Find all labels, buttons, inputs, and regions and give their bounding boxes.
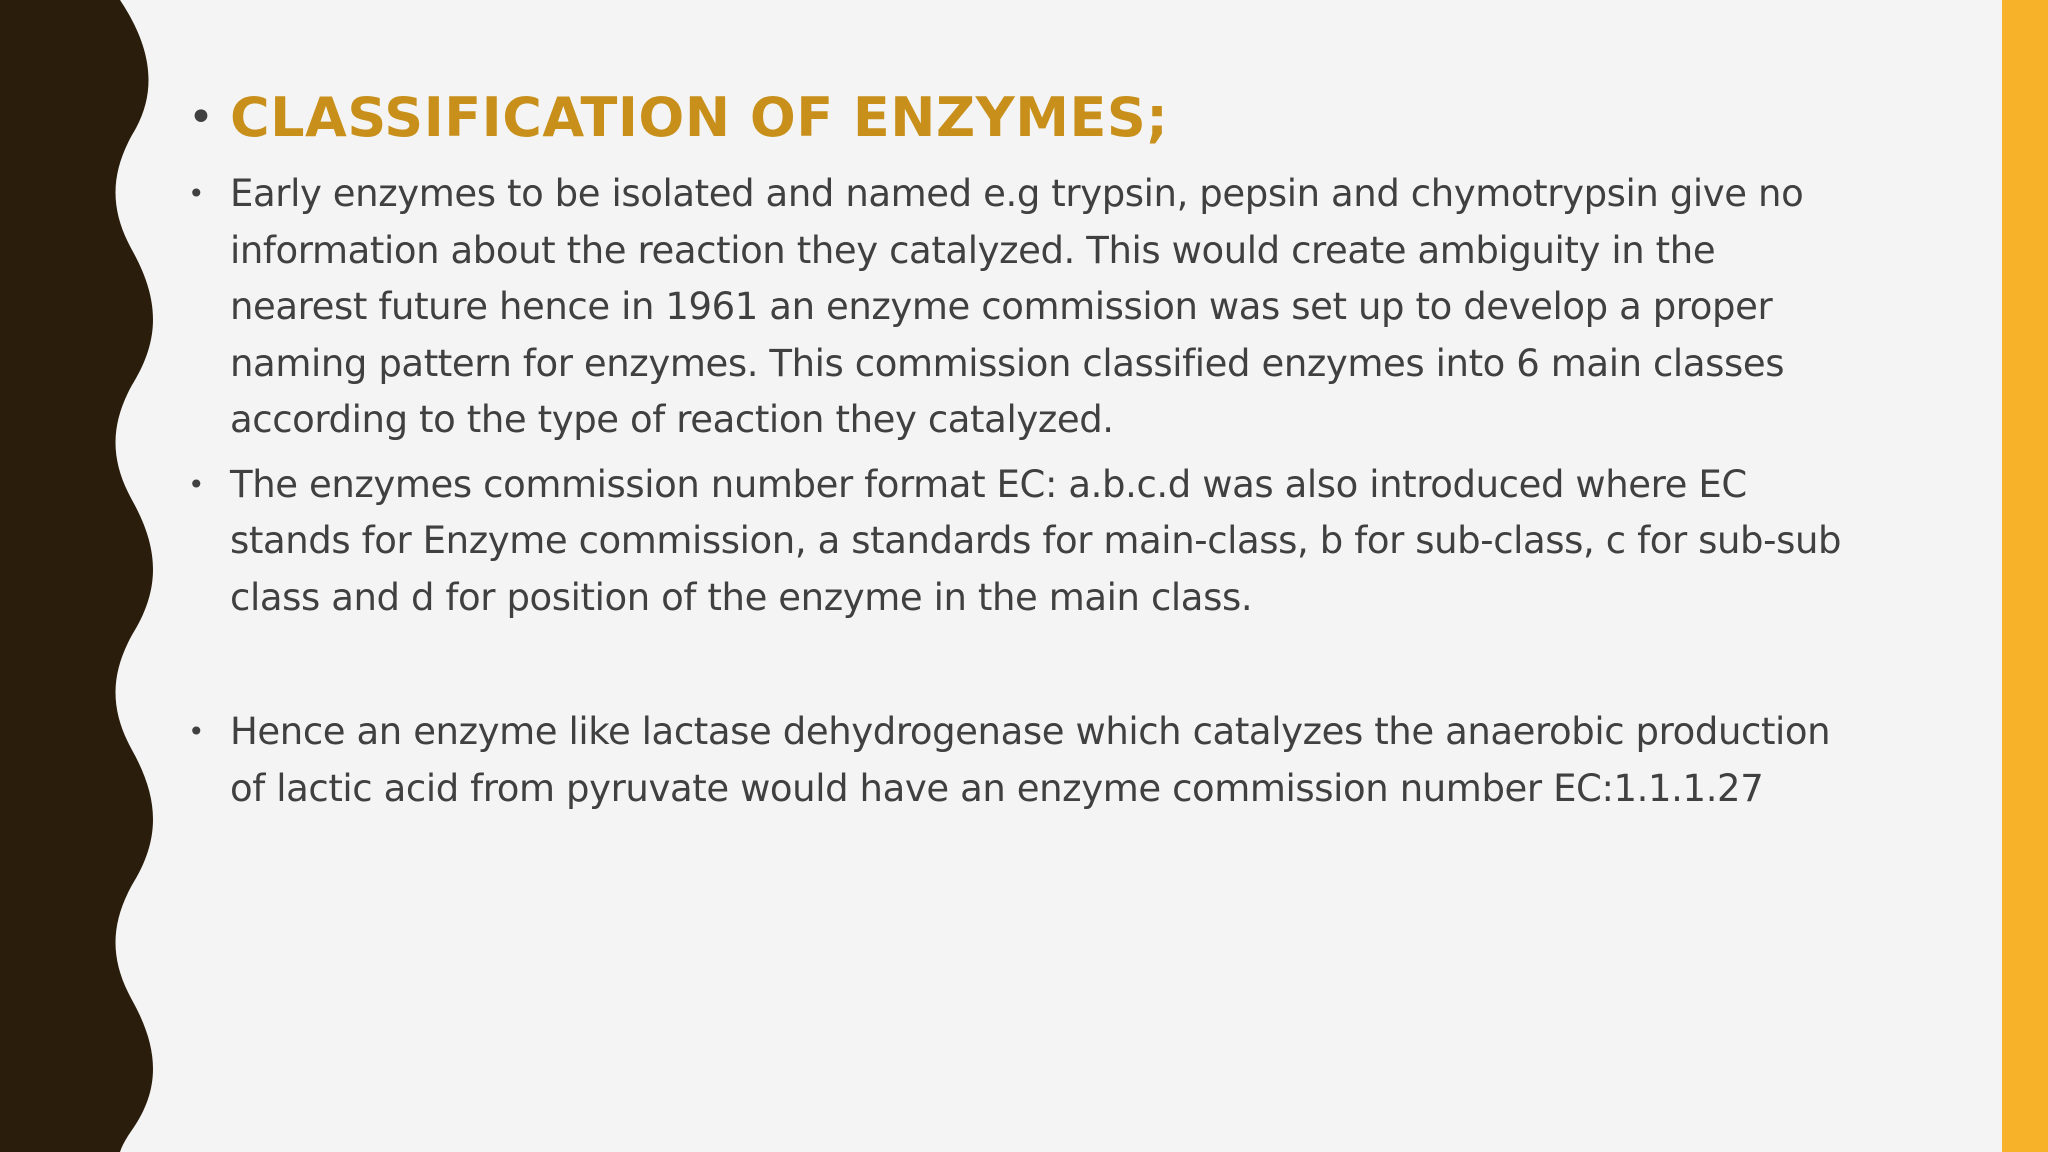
bullet-icon: • <box>188 92 215 143</box>
left-wave-decoration <box>0 0 160 1152</box>
bullet-item-2 <box>188 457 1848 627</box>
bullet-text-2: The enzymes commission number format EC: a.b.c.d was also introduced where EC stands for Enzyme commission, a standards for main-class, b for sub-class, c for sub-sub class and d for position of the enzyme in the main class. <box>230 462 1842 619</box>
right-accent-fill <box>2002 0 2048 1152</box>
spacer <box>188 626 1848 696</box>
slide-title-text: CLASSIFICATION OF ENZYMES; <box>230 86 1169 149</box>
bullet-icon: • <box>188 177 205 210</box>
slide-title <box>188 78 1848 158</box>
bullet-text-3: Hence an enzyme like lactase dehydrogenase which catalyzes the anaerobic production of lactic acid from pyruvate would have an enzyme commission number EC:1.1.1.27 <box>230 710 1831 810</box>
bullet-text-1: Early enzymes to be isolated and named e.g trypsin, pepsin and chymotrypsin give no information about the reaction they catalyzed. This would create ambiguity in the nearest future hence in 1961 an enzyme commission was set up to develop a proper naming pattern for enzymes. This commission classified enzymes into 6 main classes according to the type of reaction they catalyzed. <box>230 172 1804 441</box>
bullet-item-3 <box>188 704 1848 817</box>
bullet-icon: • <box>188 467 205 501</box>
bullet-icon: • <box>188 715 205 748</box>
right-accent-bar <box>2002 0 2048 1152</box>
bullet-item-1 <box>188 166 1848 449</box>
left-wave-band <box>0 0 153 1152</box>
slide-content <box>188 78 1848 817</box>
